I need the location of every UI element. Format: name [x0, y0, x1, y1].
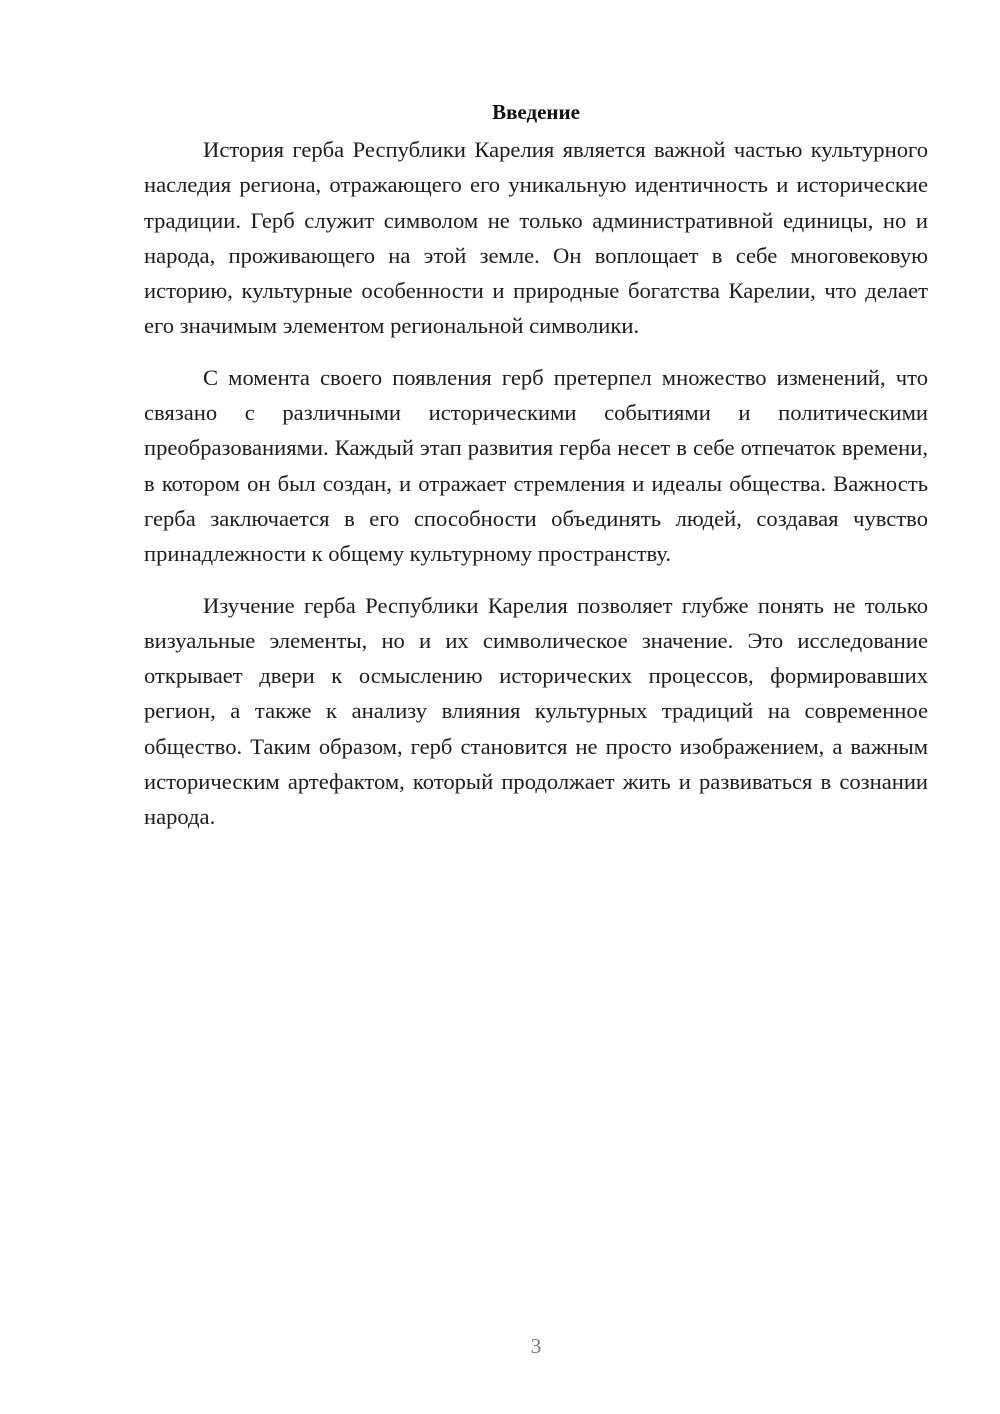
section-title: Введение [492, 100, 580, 124]
paragraph-3: Изучение герба Республики Карелия позволяет глубже понять не только визуальные элементы, но и их символическое значение. Это исследование открывает двери к осмыслению исторических процессов, формировавших регион, а также к анализу влияния культурных традиций на современное общество. Таким образом, герб становится не просто изображением, а важным историческим артефактом, который продолжает жить и развиваться в сознании народа. [144, 592, 928, 830]
page-content [144, 92, 928, 851]
page-number: 3 [530, 1334, 542, 1358]
paragraph-2: С момента своего появления герб претерпел множество изменений, что связано с различными историческими событиями и политическими преобразованиями. Каждый этап развития герба несет в себе отпечаток времени, в котором он был создан, и отражает стремления и идеалы общества. Важность герба заключается в его способности объединять людей, создавая чувство принадлежности к общему культурному пространству. [144, 364, 928, 567]
paragraph-1: История герба Республики Карелия является важной частью культурного наследия региона, отражающего его уникальную идентичность и исторические традиции. Герб служит символом не только административной единицы, но и народа, проживающего на этой земле. Он воплощает в себе многовековую историю, культурные особенности и природные богатства Карелии, что делает его значимым элементом региональной символики. [144, 137, 928, 339]
